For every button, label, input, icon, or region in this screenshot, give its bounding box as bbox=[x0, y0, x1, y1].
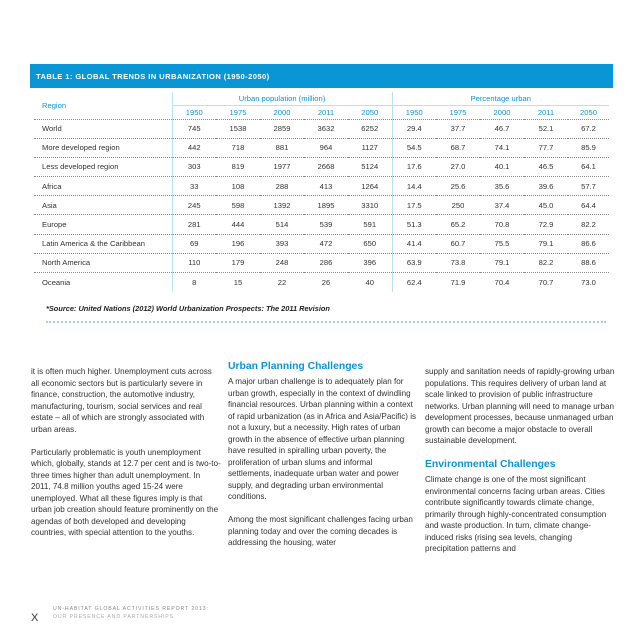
section-heading: Environmental Challenges bbox=[425, 459, 556, 470]
percentage-cell: 85.9 bbox=[568, 138, 609, 157]
table-row bbox=[34, 273, 609, 292]
population-cell: 396 bbox=[348, 253, 392, 272]
percentage-cell: 73.8 bbox=[436, 253, 480, 272]
year-header: 2050 bbox=[348, 105, 392, 119]
population-cell: 1977 bbox=[260, 157, 304, 176]
footer-report-subtitle: OUR PRESENCE AND PARTNERSHIPS bbox=[53, 614, 175, 620]
year-header: 1950 bbox=[392, 105, 436, 119]
population-cell: 69 bbox=[172, 234, 216, 253]
paragraph: Among the most significant challenges facing urban planning today and over the coming decades is addressing the housing, water bbox=[228, 515, 413, 547]
percentage-cell: 29.4 bbox=[392, 119, 436, 138]
population-cell: 245 bbox=[172, 196, 216, 215]
population-cell: 1538 bbox=[216, 119, 260, 138]
text-column-3 bbox=[425, 366, 615, 566]
region-cell: World bbox=[34, 119, 172, 138]
percentage-cell: 17.6 bbox=[392, 157, 436, 176]
population-cell: 442 bbox=[172, 138, 216, 157]
percentage-cell: 82.2 bbox=[524, 253, 568, 272]
percentage-cell: 60.7 bbox=[436, 234, 480, 253]
population-cell: 539 bbox=[304, 215, 348, 234]
percentage-cell: 64.4 bbox=[568, 196, 609, 215]
percentage-cell: 39.6 bbox=[524, 177, 568, 196]
population-cell: 650 bbox=[348, 234, 392, 253]
text-column-1 bbox=[31, 366, 221, 550]
page-number: X bbox=[31, 612, 39, 624]
population-cell: 745 bbox=[172, 119, 216, 138]
percentage-cell: 86.6 bbox=[568, 234, 609, 253]
table-title: TABLE 1: GLOBAL TRENDS IN URBANIZATION (1950-2050) bbox=[30, 64, 613, 88]
population-cell: 1895 bbox=[304, 196, 348, 215]
year-header: 2011 bbox=[524, 105, 568, 119]
population-cell: 248 bbox=[260, 253, 304, 272]
population-cell: 179 bbox=[216, 253, 260, 272]
table-row bbox=[34, 253, 609, 272]
population-cell: 22 bbox=[260, 273, 304, 292]
year-header: 2011 bbox=[304, 105, 348, 119]
year-header: 1975 bbox=[216, 105, 260, 119]
table-row bbox=[34, 177, 609, 196]
section-heading: Urban Planning Challenges bbox=[228, 361, 364, 372]
population-cell: 110 bbox=[172, 253, 216, 272]
paragraph: A major urban challenge is to adequately plan for urban growth, especially in the context of dwindling financial resources. Urban planning within a context of rapid urbanization (as in Africa and Asia/Pacific) is not a luxury, but a necessity. High rates of urban growth in the absence of effective urban planning have resulted in spiralling urban poverty, the proliferation of urban slums and informal settlements, inadequate urban water and power supply, and degrading urban environmental conditions. bbox=[228, 377, 417, 501]
percentage-cell: 35.6 bbox=[480, 177, 524, 196]
footer-report-title: UN-HABITAT GLOBAL ACTIVITIES REPORT 2013: bbox=[53, 606, 209, 612]
year-header: 1975 bbox=[436, 105, 480, 119]
percentage-cell: 77.7 bbox=[524, 138, 568, 157]
population-cell: 281 bbox=[172, 215, 216, 234]
percentage-cell: 88.6 bbox=[568, 253, 609, 272]
population-cell: 598 bbox=[216, 196, 260, 215]
table-row bbox=[34, 215, 609, 234]
population-cell: 881 bbox=[260, 138, 304, 157]
population-cell: 6252 bbox=[348, 119, 392, 138]
percentage-cell: 74.1 bbox=[480, 138, 524, 157]
percentage-cell: 68.7 bbox=[436, 138, 480, 157]
urbanization-table bbox=[34, 92, 609, 292]
table-row bbox=[34, 138, 609, 157]
population-cell: 413 bbox=[304, 177, 348, 196]
percentage-cell: 70.4 bbox=[480, 273, 524, 292]
population-cell: 33 bbox=[172, 177, 216, 196]
population-cell: 15 bbox=[216, 273, 260, 292]
year-header: 1950 bbox=[172, 105, 216, 119]
population-cell: 8 bbox=[172, 273, 216, 292]
population-cell: 393 bbox=[260, 234, 304, 253]
population-cell: 3310 bbox=[348, 196, 392, 215]
percentage-cell: 25.6 bbox=[436, 177, 480, 196]
percentage-cell: 72.9 bbox=[524, 215, 568, 234]
text-column-2 bbox=[228, 360, 418, 560]
region-cell: Asia bbox=[34, 196, 172, 215]
population-cell: 1392 bbox=[260, 196, 304, 215]
population-cell: 5124 bbox=[348, 157, 392, 176]
percentage-cell: 46.5 bbox=[524, 157, 568, 176]
percentage-cell: 62.4 bbox=[392, 273, 436, 292]
paragraph: it is often much higher. Unemployment cuts across all economic sectors but is particularly severe in finance, construction, the automotive industry, manufacturing, tourism, social services and real estate – all of which are strongly associated with urban areas. bbox=[31, 367, 212, 434]
percentage-cell: 54.5 bbox=[392, 138, 436, 157]
population-cell: 2668 bbox=[304, 157, 348, 176]
percentage-cell: 73.0 bbox=[568, 273, 609, 292]
region-header: Region bbox=[34, 92, 172, 119]
percentage-cell: 17.5 bbox=[392, 196, 436, 215]
region-cell: Latin America & the Caribbean bbox=[34, 234, 172, 253]
percentage-urban-header: Percentage urban bbox=[392, 92, 609, 105]
percentage-cell: 70.8 bbox=[480, 215, 524, 234]
urbanization-table-panel bbox=[30, 88, 613, 329]
region-cell: North America bbox=[34, 253, 172, 272]
region-cell: Oceania bbox=[34, 273, 172, 292]
percentage-cell: 57.7 bbox=[568, 177, 609, 196]
population-cell: 964 bbox=[304, 138, 348, 157]
urban-population-header: Urban population (million) bbox=[172, 92, 392, 105]
percentage-cell: 51.3 bbox=[392, 215, 436, 234]
year-header: 2050 bbox=[568, 105, 609, 119]
percentage-cell: 52.1 bbox=[524, 119, 568, 138]
paragraph: supply and sanitation needs of rapidly-growing urban populations. This requires delivery of urban land at scale linked to provision of public infrastructure networks. Urban planning will need to manage urban development processes, because unmanaged urban growth can become a major obstacle to overall sustainable development. bbox=[425, 367, 615, 445]
population-cell: 718 bbox=[216, 138, 260, 157]
percentage-cell: 79.1 bbox=[480, 253, 524, 272]
percentage-cell: 75.5 bbox=[480, 234, 524, 253]
percentage-cell: 65.2 bbox=[436, 215, 480, 234]
percentage-cell: 37.7 bbox=[436, 119, 480, 138]
population-cell: 196 bbox=[216, 234, 260, 253]
percentage-cell: 40.1 bbox=[480, 157, 524, 176]
region-cell: Europe bbox=[34, 215, 172, 234]
population-cell: 1264 bbox=[348, 177, 392, 196]
population-cell: 108 bbox=[216, 177, 260, 196]
percentage-cell: 63.9 bbox=[392, 253, 436, 272]
region-cell: Less developed region bbox=[34, 157, 172, 176]
dotted-divider bbox=[46, 321, 606, 323]
table-row bbox=[34, 196, 609, 215]
percentage-cell: 250 bbox=[436, 196, 480, 215]
percentage-cell: 71.9 bbox=[436, 273, 480, 292]
percentage-cell: 67.2 bbox=[568, 119, 609, 138]
percentage-cell: 41.4 bbox=[392, 234, 436, 253]
population-cell: 591 bbox=[348, 215, 392, 234]
population-cell: 286 bbox=[304, 253, 348, 272]
population-cell: 444 bbox=[216, 215, 260, 234]
population-cell: 472 bbox=[304, 234, 348, 253]
population-cell: 40 bbox=[348, 273, 392, 292]
paragraph: Climate change is one of the most significant environmental concerns facing urban areas. Cities contribute significantly towards climate change, primarily through highly-concentrated consumption and waste production. In turn, climate change-induced risks (rising sea levels, changing precipitation patterns and bbox=[425, 475, 607, 553]
population-cell: 819 bbox=[216, 157, 260, 176]
region-cell: Africa bbox=[34, 177, 172, 196]
percentage-cell: 37.4 bbox=[480, 196, 524, 215]
percentage-cell: 45.0 bbox=[524, 196, 568, 215]
population-cell: 514 bbox=[260, 215, 304, 234]
table-row bbox=[34, 157, 609, 176]
percentage-cell: 64.1 bbox=[568, 157, 609, 176]
year-header: 2000 bbox=[260, 105, 304, 119]
population-cell: 2859 bbox=[260, 119, 304, 138]
percentage-cell: 27.0 bbox=[436, 157, 480, 176]
population-cell: 288 bbox=[260, 177, 304, 196]
year-header: 2000 bbox=[480, 105, 524, 119]
percentage-cell: 46.7 bbox=[480, 119, 524, 138]
top-band bbox=[0, 0, 638, 45]
table-body bbox=[34, 119, 609, 292]
percentage-cell: 79.1 bbox=[524, 234, 568, 253]
table-row bbox=[34, 119, 609, 138]
percentage-cell: 14.4 bbox=[392, 177, 436, 196]
percentage-cell: 82.2 bbox=[568, 215, 609, 234]
population-cell: 1127 bbox=[348, 138, 392, 157]
table-source: *Source: United Nations (2012) World Urbanization Prospects: The 2011 Revision bbox=[46, 304, 330, 313]
population-cell: 26 bbox=[304, 273, 348, 292]
table-row bbox=[34, 234, 609, 253]
region-cell: More developed region bbox=[34, 138, 172, 157]
population-cell: 3632 bbox=[304, 119, 348, 138]
population-cell: 303 bbox=[172, 157, 216, 176]
percentage-cell: 70.7 bbox=[524, 273, 568, 292]
paragraph: Particularly problematic is youth unemployment which, globally, stands at 12.7 per cent and is two-to-three times higher than adult unemployment. In 2011, 74.8 million youths aged 15-24 were unemployed. What all these figures imply is that urban job creation should feature prominently on the agendas of both developed and developing countries, with special attention to the youths. bbox=[31, 447, 221, 537]
